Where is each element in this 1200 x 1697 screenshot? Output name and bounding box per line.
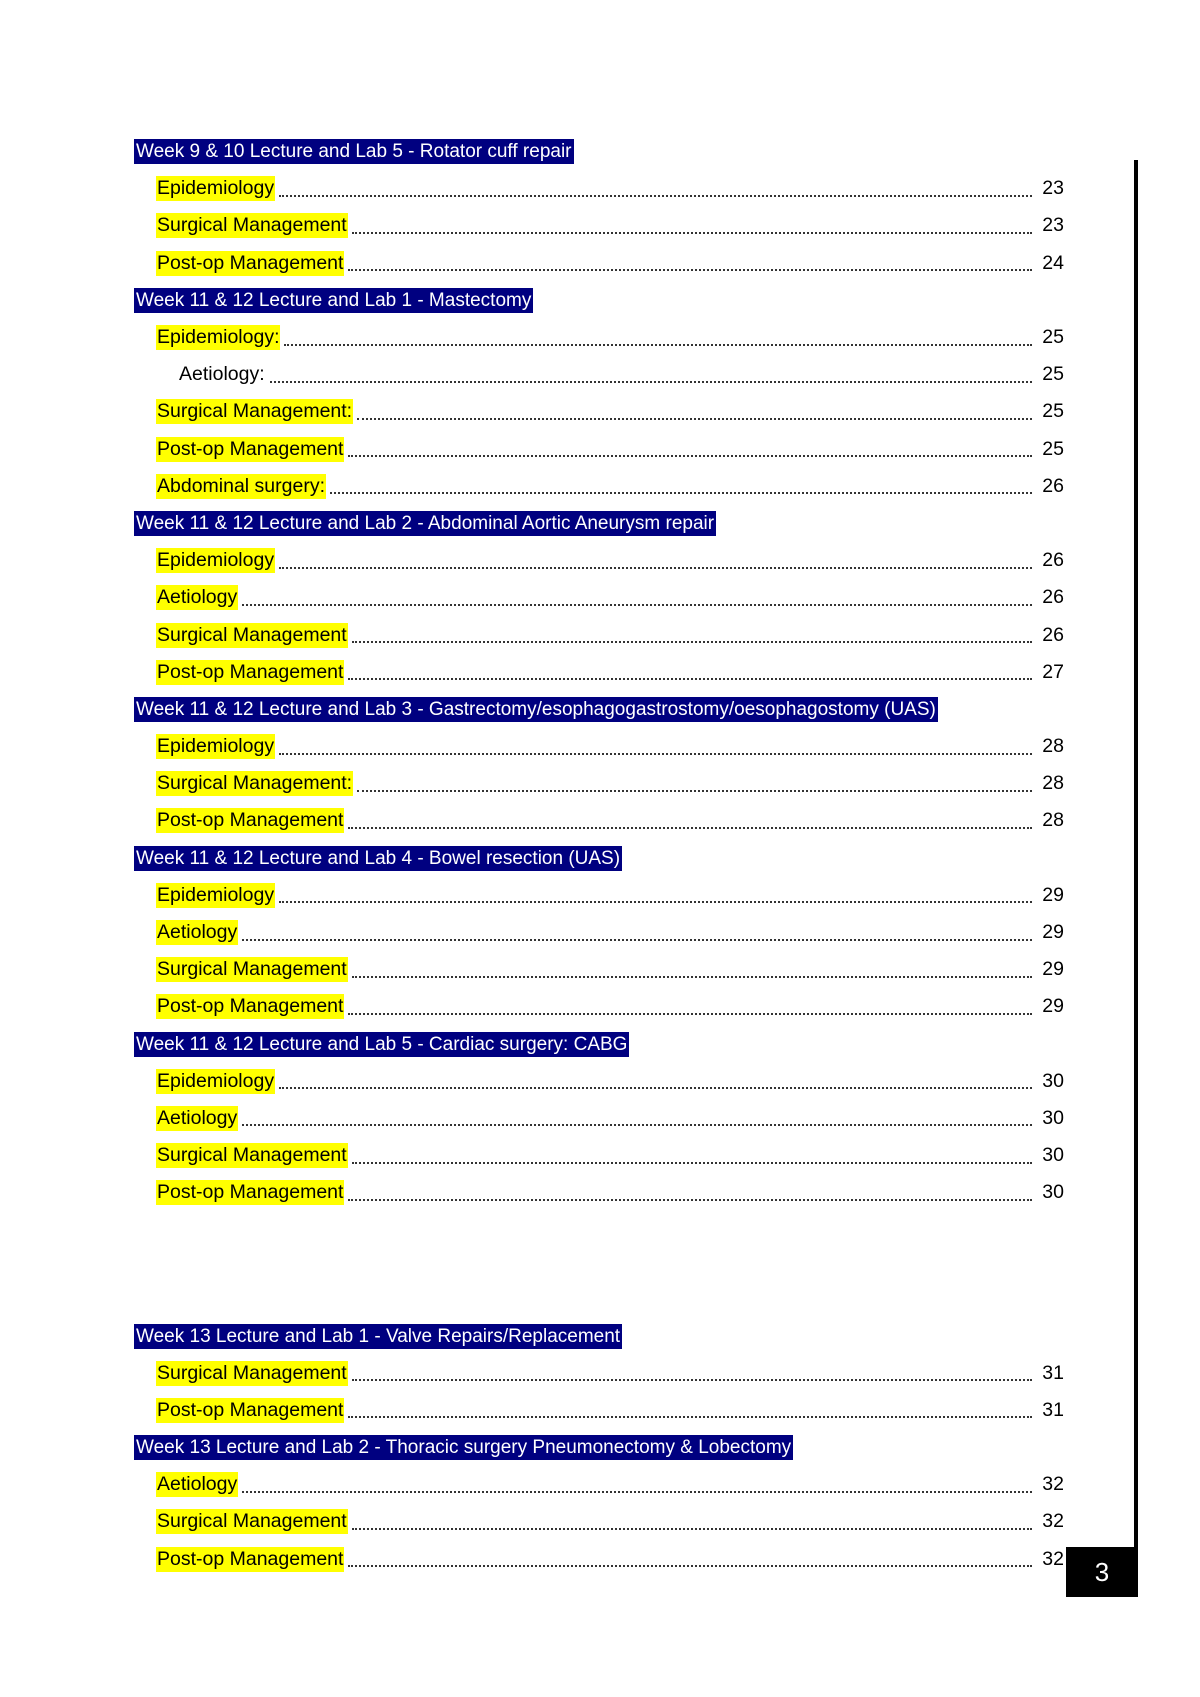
- toc-entry-label[interactable]: Aetiology:: [179, 363, 265, 386]
- toc-entry: [134, 616, 1064, 653]
- dot-leader: [352, 641, 1032, 643]
- dot-leader: [279, 753, 1032, 755]
- toc-heading-label[interactable]: Week 11 & 12 Lecture and Lab 2 - Abdominal Aortic Aneurysm repair: [136, 512, 715, 534]
- toc-entry-label[interactable]: Epidemiology: [157, 549, 275, 572]
- dot-leader: [242, 1491, 1032, 1493]
- toc-entry: [134, 1541, 1064, 1578]
- toc-heading: [134, 1317, 1064, 1354]
- dot-leader: [242, 604, 1032, 606]
- dot-leader: [330, 492, 1032, 494]
- toc-entry: [134, 1100, 1064, 1137]
- toc-entry: [134, 1137, 1064, 1174]
- toc-heading-label[interactable]: Week 11 & 12 Lecture and Lab 3 - Gastrectomy/esophagogastrostomy/oesophagostomy (UAS): [136, 698, 936, 720]
- toc-spacer: [134, 1211, 1064, 1317]
- toc-heading: [134, 133, 1064, 170]
- toc-entry-label[interactable]: Surgical Management: [157, 1144, 347, 1167]
- toc-page-number[interactable]: 24: [1042, 251, 1064, 274]
- toc-page-number[interactable]: 23: [1042, 214, 1064, 237]
- dot-leader: [348, 827, 1032, 829]
- dot-leader: [242, 1124, 1032, 1126]
- toc-heading-label[interactable]: Week 11 & 12 Lecture and Lab 1 - Mastectomy: [136, 289, 532, 311]
- toc-page-number[interactable]: 32: [1042, 1547, 1064, 1570]
- toc-entry-label[interactable]: Post-op Management: [157, 251, 344, 274]
- toc-entry-label[interactable]: Aetiology: [157, 1473, 238, 1496]
- toc-entry: [134, 579, 1064, 616]
- toc-entry-label[interactable]: Epidemiology: [157, 1069, 275, 1092]
- toc-heading: [134, 1026, 1064, 1063]
- toc-heading: [134, 282, 1064, 319]
- toc-entry-label[interactable]: Post-op Management: [157, 1547, 344, 1570]
- toc-entry-label[interactable]: Aetiology: [157, 1106, 238, 1129]
- toc-entry: [134, 356, 1064, 393]
- toc-page-number[interactable]: 26: [1042, 549, 1064, 572]
- page-number: 3: [1094, 1556, 1110, 1587]
- toc-heading-label[interactable]: Week 11 & 12 Lecture and Lab 4 - Bowel resection (UAS): [136, 847, 621, 869]
- toc-entry: [134, 728, 1064, 765]
- toc-page-number[interactable]: 26: [1042, 586, 1064, 609]
- toc-entry-label[interactable]: Aetiology: [157, 586, 238, 609]
- toc-entry-label[interactable]: Surgical Management:: [157, 400, 353, 423]
- toc-page-number[interactable]: 28: [1042, 809, 1064, 832]
- toc-heading: [134, 840, 1064, 877]
- toc-entry-label[interactable]: Post-op Management: [157, 809, 344, 832]
- toc-page-number[interactable]: 32: [1042, 1473, 1064, 1496]
- toc-entry: [134, 802, 1064, 839]
- dot-leader: [348, 269, 1032, 271]
- toc-heading-label[interactable]: Week 13 Lecture and Lab 1 - Valve Repairs/Replacement: [136, 1325, 621, 1347]
- toc-entry: [134, 1063, 1064, 1100]
- dot-leader: [242, 939, 1032, 941]
- toc-entry: [134, 765, 1064, 802]
- dot-leader: [352, 976, 1032, 978]
- toc-heading: [134, 691, 1064, 728]
- toc-page-number[interactable]: 27: [1042, 660, 1064, 683]
- toc-entry: [134, 877, 1064, 914]
- toc-entry: [134, 468, 1064, 505]
- toc-entry: [134, 542, 1064, 579]
- toc-entry-label[interactable]: Post-op Management: [157, 1398, 344, 1421]
- toc-entry-label[interactable]: Post-op Management: [157, 660, 344, 683]
- toc-entry-label[interactable]: Surgical Management:: [157, 772, 353, 795]
- toc-page-number[interactable]: 23: [1042, 177, 1064, 200]
- toc-entry-label[interactable]: Surgical Management: [157, 958, 347, 981]
- toc-page-number[interactable]: 25: [1042, 400, 1064, 423]
- toc-page-number[interactable]: 32: [1042, 1510, 1064, 1533]
- toc-page-number[interactable]: 30: [1042, 1069, 1064, 1092]
- toc-entry: [134, 393, 1064, 430]
- toc-entry-label[interactable]: Aetiology: [157, 921, 238, 944]
- right-margin-rule: [1134, 160, 1138, 1594]
- toc-page-number[interactable]: 31: [1042, 1361, 1064, 1384]
- dot-leader: [357, 418, 1032, 420]
- table-of-contents: [134, 133, 1064, 1578]
- toc-entry-label[interactable]: Surgical Management: [157, 623, 347, 646]
- toc-entry: [134, 1466, 1064, 1503]
- dot-leader: [352, 1162, 1032, 1164]
- dot-leader: [348, 678, 1032, 680]
- dot-leader: [352, 1379, 1032, 1381]
- toc-heading-label[interactable]: Week 9 & 10 Lecture and Lab 5 - Rotator cuff repair: [136, 141, 572, 163]
- toc-page-number[interactable]: 26: [1042, 474, 1064, 497]
- toc-page-number[interactable]: 30: [1042, 1144, 1064, 1167]
- toc-heading: [134, 505, 1064, 542]
- toc-page-number[interactable]: 31: [1042, 1398, 1064, 1421]
- toc-page-number[interactable]: 26: [1042, 623, 1064, 646]
- toc-entry: [134, 207, 1064, 244]
- toc-page-number[interactable]: 30: [1042, 1106, 1064, 1129]
- dot-leader: [348, 455, 1032, 457]
- toc-entry-label[interactable]: Surgical Management: [157, 214, 347, 237]
- toc-entry-label[interactable]: Epidemiology: [157, 735, 275, 758]
- dot-leader: [348, 1199, 1032, 1201]
- toc-entry: [134, 1392, 1064, 1429]
- page-number-box: [1066, 1547, 1138, 1597]
- toc-entry: [134, 1174, 1064, 1211]
- toc-heading-label[interactable]: Week 13 Lecture and Lab 2 - Thoracic surgery Pneumonectomy & Lobectomy: [136, 1437, 792, 1459]
- dot-leader: [279, 1087, 1032, 1089]
- dot-leader: [352, 232, 1032, 234]
- toc-entry: [134, 1355, 1064, 1392]
- toc-heading-label[interactable]: Week 11 & 12 Lecture and Lab 5 - Cardiac surgery: CABG: [136, 1033, 628, 1055]
- toc-entry-label[interactable]: Surgical Management: [157, 1361, 347, 1384]
- toc-entry-label[interactable]: Post-op Management: [157, 995, 344, 1018]
- dot-leader: [352, 1528, 1032, 1530]
- dot-leader: [348, 1013, 1032, 1015]
- toc-page-number[interactable]: 25: [1042, 326, 1064, 349]
- toc-entry: [134, 1503, 1064, 1540]
- dot-leader: [284, 344, 1032, 346]
- toc-page-number[interactable]: 30: [1042, 1181, 1064, 1204]
- toc-entry: [134, 245, 1064, 282]
- toc-entry: [134, 170, 1064, 207]
- toc-entry: [134, 319, 1064, 356]
- toc-entry: [134, 914, 1064, 951]
- dot-leader: [348, 1416, 1032, 1418]
- toc-entry: [134, 654, 1064, 691]
- dot-leader: [348, 1565, 1032, 1567]
- toc-entry-label[interactable]: Post-op Management: [157, 437, 344, 460]
- toc-page-number[interactable]: 25: [1042, 437, 1064, 460]
- toc-entry: [134, 951, 1064, 988]
- dot-leader: [270, 381, 1032, 383]
- toc-page-number[interactable]: 29: [1042, 995, 1064, 1018]
- dot-leader: [357, 790, 1032, 792]
- toc-entry-label[interactable]: Epidemiology: [157, 883, 275, 906]
- toc-entry-label[interactable]: Abdominal surgery:: [157, 474, 325, 497]
- toc-page-number[interactable]: 29: [1042, 958, 1064, 981]
- dot-leader: [279, 195, 1032, 197]
- dot-leader: [279, 567, 1032, 569]
- toc-page-number[interactable]: 29: [1042, 921, 1064, 944]
- toc-entry-label[interactable]: Post-op Management: [157, 1181, 344, 1204]
- toc-heading: [134, 1429, 1064, 1466]
- toc-page-number[interactable]: 28: [1042, 735, 1064, 758]
- toc-entry-label[interactable]: Epidemiology: [157, 177, 275, 200]
- toc-page-number[interactable]: 25: [1042, 363, 1064, 386]
- toc-entry-label[interactable]: Epidemiology:: [157, 326, 280, 349]
- toc-entry-label[interactable]: Surgical Management: [157, 1510, 347, 1533]
- toc-page-number[interactable]: 28: [1042, 772, 1064, 795]
- toc-entry: [134, 988, 1064, 1025]
- dot-leader: [279, 901, 1032, 903]
- toc-page-number[interactable]: 29: [1042, 883, 1064, 906]
- toc-entry: [134, 431, 1064, 468]
